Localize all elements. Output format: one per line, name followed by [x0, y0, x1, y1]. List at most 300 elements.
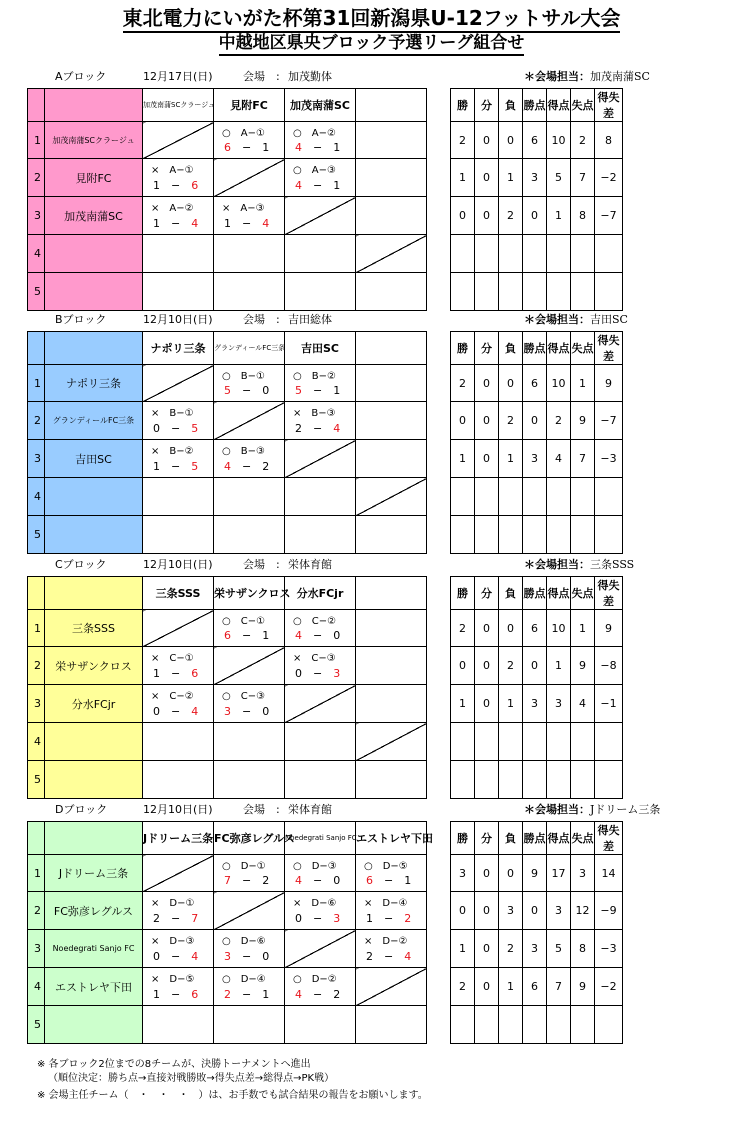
table-header-row [28, 89, 623, 122]
venue-name: 吉田総体 [288, 313, 332, 326]
match-result-cell [285, 892, 356, 930]
stat-value: 0 [475, 402, 499, 440]
stat-value: 0 [475, 610, 499, 647]
match-result-cell [143, 159, 214, 197]
stat-value: 1 [451, 440, 475, 478]
stat-value: −2 [595, 159, 623, 197]
venue-manager-label: ＊会場担当： [524, 803, 590, 816]
self-match-cell [214, 159, 285, 197]
stat-value: 6 [523, 365, 547, 402]
team-name [45, 273, 143, 311]
score-for: 5 [224, 384, 231, 397]
table-row [28, 685, 623, 723]
opponent-header [356, 89, 427, 122]
stat-value: 14 [595, 855, 623, 892]
score-against: 6 [191, 667, 199, 680]
team-name [45, 761, 143, 799]
empty-match-cell [356, 647, 427, 685]
stat-header: 分 [475, 89, 499, 122]
team-name: Noedegrati Sanjo FC [45, 930, 143, 968]
stat-value: 2 [499, 197, 523, 235]
stat-value: 0 [499, 855, 523, 892]
stat-value: 0 [451, 892, 475, 930]
match-mark: × D−⑥ [293, 898, 337, 909]
stat-value [499, 273, 523, 311]
match-score [153, 665, 198, 681]
stat-header: 勝 [451, 577, 475, 610]
table-row [28, 273, 623, 311]
stat-value [475, 516, 499, 554]
stat-header: 勝点 [523, 822, 547, 855]
spacer-cell [427, 892, 451, 930]
table-row [28, 761, 623, 799]
match-score [224, 382, 269, 398]
score-dash: − [302, 141, 334, 154]
spacer-cell [427, 122, 451, 159]
stat-value: 3 [451, 855, 475, 892]
block-header [0, 801, 743, 819]
table-row [28, 122, 623, 159]
score-dash: − [231, 988, 263, 1001]
self-match-cell [285, 440, 356, 478]
score-against: 2 [262, 460, 270, 473]
stat-value [595, 478, 623, 516]
opponent-header [356, 577, 427, 610]
team-number: 5 [28, 273, 45, 311]
opponent-header: Noedegrati Sanjo FC [285, 822, 356, 855]
stat-value [475, 723, 499, 761]
match-score [153, 458, 198, 474]
spacer-cell [427, 235, 451, 273]
match-score [295, 627, 340, 643]
team-number: 2 [28, 159, 45, 197]
venue-manager-team: 三条SSS [590, 558, 635, 571]
self-match-cell [214, 402, 285, 440]
spacer-cell [427, 402, 451, 440]
stat-header: 得失差 [595, 822, 623, 855]
empty-match-cell [143, 478, 214, 516]
stat-header: 失点 [571, 822, 595, 855]
score-for: 2 [295, 422, 302, 435]
stat-value [475, 478, 499, 516]
match-result-cell [285, 968, 356, 1006]
stat-value: 1 [499, 440, 523, 478]
score-against: 6 [191, 988, 199, 1001]
league-table [27, 331, 623, 554]
match-score [295, 139, 340, 155]
empty-match-cell [285, 273, 356, 311]
match-mark: ○ D−② [293, 974, 337, 985]
stat-value: 1 [547, 647, 571, 685]
score-against: 1 [262, 629, 270, 642]
match-score [153, 948, 198, 964]
match-mark: ○ C−① [222, 616, 266, 627]
league-table [27, 821, 623, 1044]
match-result-cell [143, 402, 214, 440]
match-mark: ○ B−① [222, 371, 265, 382]
match-result-cell [356, 855, 427, 892]
score-for: 6 [224, 629, 231, 642]
stat-value [595, 273, 623, 311]
team-number: 3 [28, 930, 45, 968]
venue-manager-label: ＊会場担当： [524, 70, 590, 83]
score-for: 0 [153, 422, 160, 435]
match-result-cell [214, 968, 285, 1006]
venue-manager-team: Jドリーム三条 [590, 803, 661, 816]
opponent-header: 加茂南蒲SC [285, 89, 356, 122]
stat-value: 9 [571, 402, 595, 440]
stat-value: 0 [451, 197, 475, 235]
stat-value [523, 516, 547, 554]
match-result-cell [285, 647, 356, 685]
stat-value: 10 [547, 122, 571, 159]
block-header [0, 68, 743, 86]
score-for: 3 [224, 950, 231, 963]
spacer-cell [427, 1006, 451, 1044]
match-mark: ○ C−③ [222, 691, 266, 702]
stat-value: 0 [499, 610, 523, 647]
stat-value: 6 [523, 968, 547, 1006]
team-number: 2 [28, 647, 45, 685]
score-dash: − [373, 912, 405, 925]
stat-value: 3 [523, 930, 547, 968]
team-number: 4 [28, 478, 45, 516]
score-against: 1 [262, 988, 270, 1001]
team-name: エストレヤ下田 [45, 968, 143, 1006]
match-score [153, 910, 198, 926]
stat-value: 2 [547, 402, 571, 440]
stat-value: 0 [523, 402, 547, 440]
stat-value [475, 1006, 499, 1044]
stat-header: 分 [475, 332, 499, 365]
stat-value [547, 273, 571, 311]
team-number: 3 [28, 685, 45, 723]
score-for: 0 [295, 667, 302, 680]
stat-value: −2 [595, 968, 623, 1006]
stat-value: 0 [523, 197, 547, 235]
venue-label: 会場 : [243, 558, 280, 571]
stat-value [451, 516, 475, 554]
table-header-row [28, 332, 623, 365]
stat-value [523, 478, 547, 516]
stat-value: −7 [595, 197, 623, 235]
corner-cell [28, 332, 45, 365]
stat-value: 0 [451, 402, 475, 440]
team-name: 加茂南蒲SC [45, 197, 143, 235]
table-row [28, 402, 623, 440]
stat-value: 0 [475, 930, 499, 968]
match-score [224, 703, 269, 719]
match-date: 12月10日(日) [143, 313, 213, 326]
table-row [28, 855, 623, 892]
opponent-header: FC弥彦レグルス [214, 822, 285, 855]
score-against: 0 [262, 384, 270, 397]
score-for: 2 [153, 912, 160, 925]
score-dash: − [231, 217, 263, 230]
match-score [295, 986, 340, 1002]
stat-header: 負 [499, 332, 523, 365]
spacer-cell [427, 577, 451, 610]
match-score [295, 420, 340, 436]
stat-header: 負 [499, 89, 523, 122]
stat-value [547, 1006, 571, 1044]
empty-match-cell [214, 1006, 285, 1044]
stat-value [523, 1006, 547, 1044]
score-against: 1 [333, 384, 341, 397]
empty-match-cell [356, 516, 427, 554]
stat-value: 7 [547, 968, 571, 1006]
match-score [295, 382, 340, 398]
spacer-cell [427, 365, 451, 402]
empty-match-cell [214, 516, 285, 554]
stat-value [571, 273, 595, 311]
league-table [27, 576, 623, 799]
stat-value: 12 [571, 892, 595, 930]
stat-value [523, 235, 547, 273]
score-for: 4 [295, 988, 302, 1001]
stat-value: 2 [499, 930, 523, 968]
stat-value: 4 [547, 440, 571, 478]
block-name: Bブロック [55, 313, 107, 326]
team-name [45, 1006, 143, 1044]
empty-match-cell [214, 478, 285, 516]
score-against: 1 [262, 141, 270, 154]
spacer-cell [427, 273, 451, 311]
score-for: 4 [295, 874, 302, 887]
venue-name: 栄体育館 [288, 803, 332, 816]
empty-match-cell [143, 235, 214, 273]
venue-manager [524, 556, 634, 574]
stat-header: 勝点 [523, 577, 547, 610]
score-against: 3 [333, 912, 341, 925]
match-score [153, 986, 198, 1002]
page-title: 東北電力にいがた杯第31回新潟県U-12フットサル大会 [0, 6, 743, 30]
team-name [45, 235, 143, 273]
score-dash: − [302, 422, 334, 435]
score-dash: − [160, 667, 192, 680]
empty-match-cell [356, 440, 427, 478]
match-mark: × D−① [151, 898, 195, 909]
score-for: 2 [224, 988, 231, 1001]
score-dash: − [231, 141, 263, 154]
stat-value: −8 [595, 647, 623, 685]
match-mark: ○ C−② [293, 616, 337, 627]
stat-header: 分 [475, 822, 499, 855]
block-header [0, 556, 743, 574]
table-header-row [28, 822, 623, 855]
stat-value: 0 [523, 647, 547, 685]
team-number: 5 [28, 1006, 45, 1044]
stat-header: 得点 [547, 577, 571, 610]
corner-cell [45, 577, 143, 610]
match-score [224, 215, 269, 231]
venue-label: 会場 : [243, 313, 280, 326]
stat-value: 1 [451, 685, 475, 723]
stat-value: 8 [595, 122, 623, 159]
match-mark: ○ A−③ [293, 165, 336, 176]
stat-value [523, 761, 547, 799]
empty-match-cell [143, 761, 214, 799]
spacer-cell [427, 197, 451, 235]
opponent-header: グランディールFC三条 [214, 332, 285, 365]
score-against: 4 [191, 217, 199, 230]
match-date: 12月10日(日) [143, 558, 213, 571]
spacer-cell [427, 159, 451, 197]
team-number: 1 [28, 855, 45, 892]
score-against: 4 [191, 705, 199, 718]
table-row [28, 968, 623, 1006]
stat-value [595, 761, 623, 799]
venue-manager [524, 801, 660, 819]
score-for: 1 [153, 667, 160, 680]
opponent-header: 見附FC [214, 89, 285, 122]
score-dash: − [160, 217, 192, 230]
match-result-cell [214, 685, 285, 723]
stat-value: 0 [475, 647, 499, 685]
spacer-cell [427, 440, 451, 478]
match-result-cell [285, 855, 356, 892]
score-against: 1 [333, 141, 341, 154]
score-against: 5 [191, 460, 199, 473]
stat-value: 2 [451, 610, 475, 647]
match-mark: ○ A−② [293, 128, 336, 139]
stat-value [451, 478, 475, 516]
stat-value: 0 [451, 647, 475, 685]
match-score [366, 872, 411, 888]
empty-match-cell [214, 723, 285, 761]
stat-value: 10 [547, 610, 571, 647]
stat-header: 分 [475, 577, 499, 610]
match-score [224, 872, 269, 888]
stat-value: 0 [475, 197, 499, 235]
stat-value [547, 516, 571, 554]
stat-value [571, 516, 595, 554]
match-result-cell [214, 930, 285, 968]
spacer-cell [427, 968, 451, 1006]
stat-value: 2 [451, 365, 475, 402]
stat-value [523, 723, 547, 761]
score-against: 4 [191, 950, 199, 963]
score-dash: − [302, 629, 334, 642]
stat-value: 9 [571, 647, 595, 685]
venue-name: 栄体育館 [288, 558, 332, 571]
opponent-header: 三条SSS [143, 577, 214, 610]
stat-value: −9 [595, 892, 623, 930]
empty-match-cell [143, 1006, 214, 1044]
score-against: 2 [333, 988, 341, 1001]
score-for: 0 [153, 705, 160, 718]
stat-value: 5 [547, 159, 571, 197]
stat-value: 1 [499, 159, 523, 197]
score-for: 1 [153, 460, 160, 473]
stat-header: 得点 [547, 822, 571, 855]
stat-value: 1 [571, 610, 595, 647]
empty-match-cell [356, 610, 427, 647]
match-result-cell [143, 930, 214, 968]
score-against: 5 [191, 422, 199, 435]
score-for: 5 [295, 384, 302, 397]
score-for: 0 [153, 950, 160, 963]
stat-value [475, 235, 499, 273]
empty-match-cell [356, 365, 427, 402]
stat-value [595, 235, 623, 273]
venue-manager [524, 311, 628, 329]
match-result-cell [214, 440, 285, 478]
spacer-cell [427, 855, 451, 892]
stat-header: 得失差 [595, 89, 623, 122]
table-row [28, 610, 623, 647]
venue-manager-label: ＊会場担当： [524, 558, 590, 571]
table-row [28, 197, 623, 235]
empty-match-cell [285, 235, 356, 273]
stat-value: 3 [547, 892, 571, 930]
match-score [224, 986, 269, 1002]
score-against: 0 [333, 629, 341, 642]
score-dash: − [160, 460, 192, 473]
match-result-cell [214, 197, 285, 235]
table-row [28, 516, 623, 554]
stat-value: 0 [475, 365, 499, 402]
score-dash: − [302, 874, 334, 887]
match-score [224, 948, 269, 964]
match-mark: × B−① [151, 408, 194, 419]
match-mark: × D−⑤ [151, 974, 195, 985]
stat-value: 4 [571, 685, 595, 723]
venue-label: 会場 : [243, 70, 280, 83]
team-name [45, 723, 143, 761]
stat-value: 0 [475, 440, 499, 478]
corner-cell [45, 822, 143, 855]
stat-value [523, 273, 547, 311]
stat-value: 9 [595, 365, 623, 402]
empty-match-cell [356, 197, 427, 235]
empty-match-cell [356, 685, 427, 723]
opponent-header: 吉田SC [285, 332, 356, 365]
stat-value: 3 [523, 685, 547, 723]
match-score [366, 948, 411, 964]
match-mark: × B−② [151, 446, 194, 457]
team-name: グランディールFC三条 [45, 402, 143, 440]
score-against: 6 [191, 179, 199, 192]
stat-value: 17 [547, 855, 571, 892]
stat-value: 9 [595, 610, 623, 647]
match-result-cell [214, 365, 285, 402]
match-mark: × C−② [151, 691, 194, 702]
stat-value: 0 [475, 685, 499, 723]
team-name: 分水FCjr [45, 685, 143, 723]
empty-match-cell [214, 761, 285, 799]
match-result-cell [356, 930, 427, 968]
match-mark: × B−③ [293, 408, 336, 419]
match-mark: × D−④ [364, 898, 408, 909]
match-score [295, 665, 340, 681]
self-match-cell [356, 723, 427, 761]
match-mark: ○ B−② [293, 371, 336, 382]
score-against: 4 [333, 422, 341, 435]
corner-cell [45, 89, 143, 122]
corner-cell [28, 822, 45, 855]
self-match-cell [356, 235, 427, 273]
stat-value [547, 478, 571, 516]
opponent-header: 分水FCjr [285, 577, 356, 610]
stat-value: −7 [595, 402, 623, 440]
team-number: 4 [28, 968, 45, 1006]
match-score [295, 910, 340, 926]
stat-value [547, 723, 571, 761]
self-match-cell [143, 610, 214, 647]
venue-manager-team: 加茂南蒲SC [590, 70, 650, 83]
stat-value: 6 [523, 122, 547, 159]
